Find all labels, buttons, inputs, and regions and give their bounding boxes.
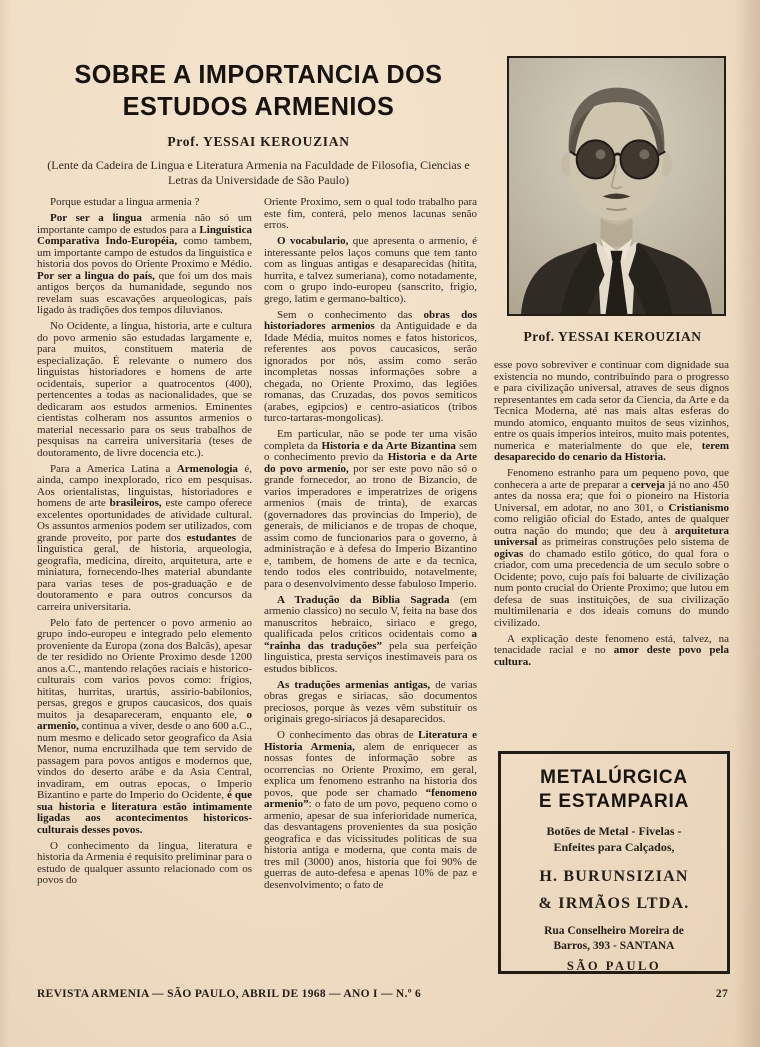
article-paragraph: Fenomeno estranho para um pequeno povo, que conhecera a arte de preparar a cerveja já no ano 450 antes da nossa era; que foi o pioneiro na Historia Universal, em adotar, no ano 301, o Cristianismo como religião oficial do Estado, antes de qualquer outra nação do mundo; que deu à arquitetura universal as primeiras construções pelo sistema de ogivas do chamado estilo gótico, do qual fora o criador, com uma precedencia de um seculo sobre o Ocidente; povo, cujo país foi baluarte de civilização num ponto crucial do Oriente Proximo; que lutou em defesa de suas instituições, de sua civilização multimilenaria e dos ideais comuns do mundo civilizado. [494, 467, 729, 629]
article-paragraph: Em particular, não se pode ter uma visão completa da Historia e da Arte Bizantina sem o conhecimento previo da Historia e da Arte do povo armenio, por ser este povo não só o grande fornecedor, ao trono de Bizancio, de varios imperadores e imperatrizes de origens armenios (mais de trinta), de exarcas (governadores das provincias do Imperio), de generais, de milicianos e de tropas de choque, assim como de funcionarios para o governo, à administração e à defesa do Imperio Bizantino e, tambem, de homens de arte e da tecnica, tendo todos eles contribuido, notavelmente, para o desenvolvimento desse fabuloso Imperio. [264, 428, 477, 590]
ad-company-line1: H. BURUNSIZIAN [539, 868, 689, 885]
article-paragraph: Por ser a lingua armenia não só um importante campo de estudos para a Linguistica Comparativa Indo-Européia, como tambem, um importante campo de estudos da linguistica e historia dos povos do Oriente Proximo e Médio. Por ser a lingua do país, que foi um dos mais antigos berços da humanidade, segundo nos revelam suas escavações arqueologicas, país ligado às tradições dos tempos diluvianos. [37, 212, 252, 316]
ad-products-line2: Enfeites para Calçados, [553, 840, 675, 854]
article-affiliation: (Lente da Cadeira de Lingua e Literatura Armenia na Faculdade de Filosofia, Ciencias e Letras da Universidade de São Paulo) [47, 158, 470, 187]
article-column-3 [494, 360, 729, 748]
article-paragraph: esse povo sobreviver e continuar com dignidade sua existencia no mundo, contribuindo para o progresso e para civilização universal, atraves de seus dignos representantes em cada setor da Ciencia, da Arte e da Tecnica Moderna, até nas mais altas esferas do mundo atomico, enquanto muitos de seus vizinhos, entre os quais imperios inteiros, muito mais potentes, numerica e materialmente do que ele, terem desaparecido do cenario da Historia. [494, 360, 729, 463]
article-paragraph: A explicação deste fenomeno está, talvez, na tenacidade racial e no amor deste povo pela cultura. [494, 632, 729, 668]
ad-address [501, 924, 727, 953]
ad-address-line2: Barros, 393 - SANTANA [553, 939, 675, 952]
ad-company-line2: & IRMÃOS LTDA. [538, 895, 690, 912]
article-paragraph: No Ocidente, a lingua, historia, arte e cultura do povo armenio são estudadas largamente e, para muitos, constituem materia de especialização. É relevante o numero dos linguistas historiadores e homens de arte ocidentais, superior a quatrocentos (400), pertencentes a todas as nacionalidades, que se dedicaram aos estudos armenios. Eminentes cientistas colheram nos assuntos armenios o material necessario para os seus trabalhos de pesquisas na carreira universitaria (teses de doutoramento, de livre docencia etc.). [37, 320, 252, 459]
ad-title-line2: E ESTAMPARIA [538, 791, 690, 812]
article-paragraph: O conhecimento da lingua, literatura e historia da Armenia é requisito preliminar para o estudo de qualquer assunto relacionado com os povos do [37, 839, 252, 886]
ad-city: SÃO PAULO [566, 959, 662, 973]
article-header [35, 58, 482, 188]
advertisement-box [498, 751, 730, 974]
article-paragraph: A Tradução da Biblia Sagrada (em armenio classico) no seculo V, feita na base dos manuscritos hebraico, siriaco e grego, qualificada pelos criticos ocidentais como a “rainha das traduções” pela sua perfeição linguistica, presta serviços inestimaveis para os estudos biblicos. [264, 593, 477, 675]
portrait-photo [507, 56, 726, 316]
article-column-2 [264, 197, 477, 989]
article-column-1 [37, 197, 252, 989]
ad-title-line1: METALÚRGICA [540, 767, 688, 788]
ad-address-line1: Rua Conselheiro Moreira de [544, 925, 684, 937]
article-author: Prof. YESSAI KEROUZIAN [167, 134, 350, 149]
page-footer [37, 988, 728, 1000]
article-title-line2: ESTUDOS ARMENIOS [122, 91, 395, 121]
page-number: 27 [715, 988, 728, 1000]
footer-journal-line: REVISTA ARMENIA — SÃO PAULO, ABRIL DE 1968 — ANO I — N.º 6 [37, 988, 422, 1000]
article-paragraph: Sem o conhecimento das obras dos historiadores armenios da Antiguidade e da Idade Média, muitos nomes e fatos historicos, referentes aos povos caucasicos, serão ignorados por nós, assim como serão incompletas nossas informações sobre a chegada, no Oriente Proximo, das legiões romanas, das Cruzadas, dos povos semiticos (arabes, egipcios) e centro-asiaticos (tribos turco-tartaras-mongolicas). [264, 308, 477, 424]
article-paragraph: Pelo fato de pertencer o povo armenio ao grupo indo-europeu e integrado pelo elemento proveniente da Europa (zona dos Balcãs), apesar de ter residido no Oriente Proximo desde 1200 anos a.C., mantendo relações raciais e historico-culturais com varios povos como: frígios, hititas, hurritas, urartús, assirio-babilonios, persas, gregos e grupos caucasicos, dos quais muitos ja desapareceram, enquanto ele, o armenio, continua a viver, desde o ano 600 a.C., num mesmo e delicado setor geografico da Asia Menor, numa encruzilhada que tem servido de passagem para povos antigos e modernos que, vindos do deserto arábe e da Asia Central, invadiram, em outras epocas, o Imperio Bizantino e parte do Imperio do Ocidente, é que sua historia e literatura estão intimamente ligadas aos acontecimentos historicos-culturais desses povos. [37, 616, 252, 836]
article-paragraph: Oriente Proximo, sem o qual todo trabalho para este fim, conterá, pelo menos lacunas senão erros. [264, 197, 477, 231]
photo-caption: Prof. YESSAI KEROUZIAN [523, 329, 702, 344]
article-paragraph: As traduções armenias antigas, de varias obras gregas e siriacas, são documentos preciosos, porque às vezes vêm substituir os originais grego-siríacos já desaparecidos. [264, 678, 477, 725]
portrait-illustration [509, 58, 724, 314]
article-paragraph: Para a America Latina a Armenologia é, ainda, campo inexplorado, rico em pesquisas. Aos orientalistas, linguistas, historiadores e homens de arte brasileiros, este campo oferece excelentes oportunidades de atividade cultural. Os assuntos armenios podem ser utilizados, com grande proveito, por parte dos estudantes de linguistica geral, de historia, arqueologia, geografia, medicina, direito, arquitetura, arte e miniatura, fornecendo-lhes material abundante para varias teses de pos-graduação e de doutoramento e para outros concursos da carreira universitaria. [37, 462, 252, 613]
article-title [42, 58, 476, 122]
ad-products [501, 823, 727, 855]
article-title-line1: SOBRE A IMPORTANCIA DOS [74, 59, 443, 89]
glasses-right-lens [620, 140, 658, 178]
glasses-left-lens [577, 140, 615, 178]
article-paragraph: O vocabulario, que apresenta o armenio, é interessante pelos laços comuns que tem tanto com as linguas antigas e desaparecidas (hitita, hurrita, e talvez sumeriana), como notadamente, com o grupo indo-europeu (sanscrito, frigio, grego, latim e germano-baltico). [264, 235, 477, 305]
article-paragraph: O conhecimento das obras de Literatura e Historia Armenia, alem de enriquecer as nossas fontes de informação sobre as ocorrencias no Oriente Proximo, em geral, explica um fenomeno estranho na historia dos povos, que pode ser chamado “fenomeno armenio”: o fato de um povo, pequeno como o armenio, apesar de sua inferioridade numerica, das desvantagens provenientes da sua posição geografica e das vicissitudes politicas de sua historia antiga e moderna, que conta mais de tres mil (3000) anos, historia que foi 90% de guerras de auto-defesa e apenas 10% de paz e desenvolvimento; o fato de [264, 729, 477, 891]
article-paragraph: Porque estudar a lingua armenia ? [50, 197, 200, 208]
ad-products-line1: Botões de Metal - Fivelas - [546, 824, 682, 838]
